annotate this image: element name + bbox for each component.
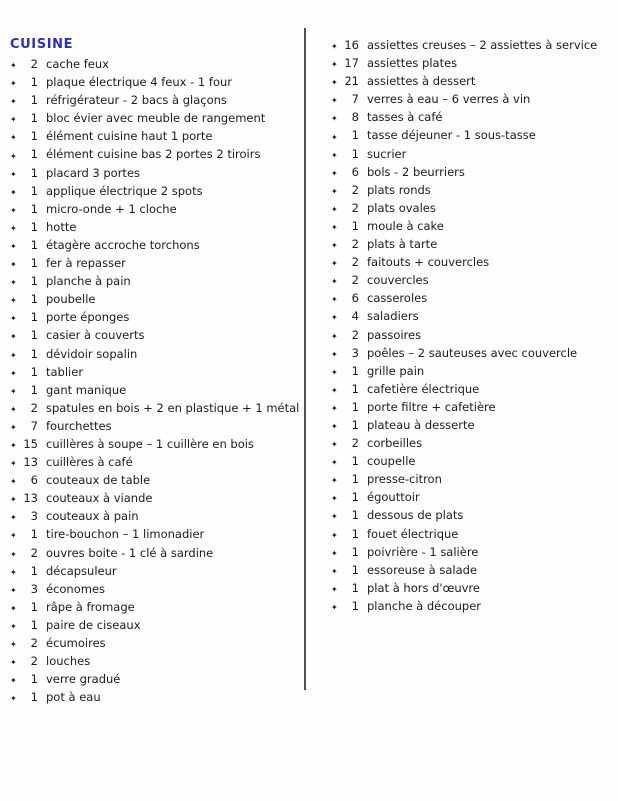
item-label: presse-citron bbox=[367, 472, 442, 487]
item-quantity: 1 bbox=[351, 454, 359, 469]
item-label: ouvres boite - 1 clé à sardine bbox=[46, 545, 214, 560]
list-item bbox=[10, 383, 302, 401]
bullet-icon: ✦ bbox=[10, 531, 17, 541]
list-item bbox=[331, 237, 615, 255]
bullet-icon: ✦ bbox=[331, 295, 338, 305]
bullet-icon: ✦ bbox=[331, 512, 338, 522]
item-label: passoires bbox=[367, 327, 422, 342]
list-item bbox=[10, 618, 302, 636]
item-label: bloc évier avec meuble de rangement bbox=[46, 111, 266, 126]
item-quantity: 2 bbox=[30, 400, 38, 415]
left-column-list bbox=[10, 57, 302, 708]
bullet-icon: ✦ bbox=[331, 150, 338, 160]
item-quantity: 1 bbox=[351, 508, 359, 523]
item-label: essoreuse à salade bbox=[367, 562, 478, 577]
bullet-icon: ✦ bbox=[331, 241, 338, 251]
list-item bbox=[10, 220, 302, 238]
bullet-icon: ✦ bbox=[10, 314, 17, 324]
list-item bbox=[10, 57, 302, 75]
item-label: pot à eau bbox=[46, 690, 101, 705]
item-label: économes bbox=[46, 581, 106, 596]
item-quantity: 3 bbox=[30, 581, 38, 596]
bullet-icon: ✦ bbox=[10, 97, 17, 107]
item-quantity: 1 bbox=[30, 237, 38, 252]
item-quantity: 1 bbox=[30, 274, 38, 289]
item-label: dessous de plats bbox=[367, 508, 464, 523]
list-item bbox=[10, 328, 302, 346]
list-item bbox=[331, 346, 615, 364]
item-label: plats ovales bbox=[367, 200, 436, 215]
item-label: râpe à fromage bbox=[46, 599, 135, 614]
item-quantity: 2 bbox=[30, 545, 38, 560]
item-quantity: 1 bbox=[351, 598, 359, 613]
list-item bbox=[331, 201, 615, 219]
item-quantity: 1 bbox=[30, 527, 38, 542]
list-item bbox=[10, 455, 302, 473]
item-label: saladiers bbox=[367, 309, 419, 324]
list-item bbox=[10, 654, 302, 672]
item-label: fouet électrique bbox=[367, 526, 459, 541]
item-label: casseroles bbox=[367, 291, 428, 306]
item-quantity: 1 bbox=[351, 526, 359, 541]
bullet-icon: ✦ bbox=[331, 60, 338, 70]
item-label: poubelle bbox=[46, 292, 96, 307]
bullet-icon: ✦ bbox=[10, 404, 17, 414]
bullet-icon: ✦ bbox=[10, 79, 17, 89]
bullet-icon: ✦ bbox=[331, 168, 338, 178]
bullet-icon: ✦ bbox=[10, 368, 17, 378]
item-label: faitouts + couvercles bbox=[367, 255, 490, 270]
bullet-icon: ✦ bbox=[10, 151, 17, 161]
item-quantity: 2 bbox=[351, 273, 359, 288]
list-item bbox=[331, 563, 615, 581]
item-quantity: 1 bbox=[351, 363, 359, 378]
item-label: égouttoir bbox=[367, 490, 420, 505]
item-quantity: 1 bbox=[30, 672, 38, 687]
bullet-icon: ✦ bbox=[10, 549, 17, 559]
item-quantity: 15 bbox=[23, 436, 38, 451]
list-item bbox=[331, 490, 615, 508]
bullet-icon: ✦ bbox=[10, 350, 17, 360]
item-label: plats à tarte bbox=[367, 237, 438, 252]
item-quantity: 7 bbox=[30, 418, 38, 433]
item-quantity: 1 bbox=[30, 382, 38, 397]
item-label: élément cuisine bas 2 portes 2 tiroirs bbox=[46, 147, 261, 162]
item-quantity: 6 bbox=[351, 164, 359, 179]
list-item bbox=[10, 437, 302, 455]
bullet-icon: ✦ bbox=[331, 132, 338, 142]
bullet-icon: ✦ bbox=[331, 440, 338, 450]
item-label: réfrigérateur - 2 bacs à glaçons bbox=[46, 93, 227, 108]
bullet-icon: ✦ bbox=[10, 658, 17, 668]
item-quantity: 1 bbox=[30, 617, 38, 632]
list-item bbox=[331, 255, 615, 273]
item-label: planche à pain bbox=[46, 274, 131, 289]
bullet-icon: ✦ bbox=[10, 621, 17, 631]
list-item bbox=[331, 545, 615, 563]
item-label: applique électrique 2 spots bbox=[46, 183, 203, 198]
bullet-icon: ✦ bbox=[331, 422, 338, 432]
bullet-icon: ✦ bbox=[10, 585, 17, 595]
item-quantity: 1 bbox=[30, 563, 38, 578]
page-title: CUISINE bbox=[10, 37, 74, 52]
item-label: assiettes à dessert bbox=[367, 74, 476, 89]
item-quantity: 2 bbox=[351, 255, 359, 270]
item-quantity: 1 bbox=[30, 292, 38, 307]
item-label: poêles – 2 sauteuses avec couvercle bbox=[367, 345, 578, 360]
item-label: tasse déjeuner - 1 sous-tasse bbox=[367, 128, 536, 143]
item-quantity: 17 bbox=[344, 56, 359, 71]
bullet-icon: ✦ bbox=[331, 367, 338, 377]
item-quantity: 16 bbox=[344, 38, 359, 52]
item-label: corbeilles bbox=[367, 436, 423, 451]
bullet-icon: ✦ bbox=[331, 349, 338, 359]
item-label: dévidoir sopalin bbox=[46, 346, 138, 361]
list-item bbox=[10, 419, 302, 437]
item-label: placard 3 portes bbox=[46, 165, 141, 180]
item-quantity: 1 bbox=[351, 490, 359, 505]
item-label: plateau à desserte bbox=[367, 417, 475, 432]
item-quantity: 2 bbox=[30, 57, 38, 71]
list-item bbox=[331, 472, 615, 490]
list-item bbox=[331, 219, 615, 237]
item-label: gant manique bbox=[46, 382, 127, 397]
list-item bbox=[10, 491, 302, 509]
list-item bbox=[10, 564, 302, 582]
bullet-icon: ✦ bbox=[331, 584, 338, 594]
list-item bbox=[10, 473, 302, 491]
bullet-icon: ✦ bbox=[331, 458, 338, 468]
list-item bbox=[10, 582, 302, 600]
bullet-icon: ✦ bbox=[331, 548, 338, 558]
item-quantity: 7 bbox=[351, 92, 359, 107]
list-item bbox=[10, 292, 302, 310]
item-quantity: 6 bbox=[30, 473, 38, 488]
item-quantity: 1 bbox=[30, 93, 38, 108]
item-quantity: 4 bbox=[351, 309, 359, 324]
item-quantity: 1 bbox=[351, 381, 359, 396]
list-item bbox=[331, 328, 615, 346]
bullet-icon: ✦ bbox=[331, 186, 338, 196]
item-quantity: 1 bbox=[351, 472, 359, 487]
list-item bbox=[331, 382, 615, 400]
list-item bbox=[10, 93, 302, 111]
item-label: porte éponges bbox=[46, 310, 130, 325]
list-item bbox=[10, 509, 302, 527]
item-label: plat à hors d'œuvre bbox=[367, 580, 480, 595]
list-item bbox=[10, 690, 302, 708]
bullet-icon: ✦ bbox=[331, 566, 338, 576]
item-quantity: 1 bbox=[30, 111, 38, 126]
item-quantity: 1 bbox=[351, 399, 359, 414]
list-item bbox=[10, 274, 302, 292]
list-item bbox=[331, 56, 615, 74]
item-label: étagère accroche torchons bbox=[46, 237, 200, 252]
item-quantity: 1 bbox=[351, 146, 359, 161]
item-quantity: 1 bbox=[30, 183, 38, 198]
bullet-icon: ✦ bbox=[331, 277, 338, 287]
item-quantity: 1 bbox=[30, 328, 38, 343]
bullet-icon: ✦ bbox=[331, 96, 338, 106]
item-label: écumoires bbox=[46, 636, 106, 650]
list-item bbox=[331, 454, 615, 472]
item-quantity: 1 bbox=[351, 544, 359, 559]
list-item bbox=[331, 581, 615, 599]
item-quantity: 1 bbox=[30, 690, 38, 705]
item-quantity: 1 bbox=[351, 218, 359, 233]
item-label: grille pain bbox=[367, 363, 425, 378]
list-item bbox=[10, 202, 302, 220]
list-item bbox=[10, 111, 302, 129]
bullet-icon: ✦ bbox=[10, 260, 17, 270]
list-item bbox=[10, 365, 302, 383]
list-item bbox=[10, 238, 302, 256]
bullet-icon: ✦ bbox=[331, 530, 338, 540]
list-item bbox=[331, 110, 615, 128]
item-quantity: 1 bbox=[30, 364, 38, 379]
item-quantity: 1 bbox=[30, 75, 38, 90]
bullet-icon: ✦ bbox=[331, 222, 338, 232]
item-quantity: 2 bbox=[30, 636, 38, 650]
list-item bbox=[10, 75, 302, 93]
item-quantity: 21 bbox=[344, 74, 359, 89]
item-quantity: 13 bbox=[23, 455, 38, 470]
bullet-icon: ✦ bbox=[10, 422, 17, 432]
bullet-icon: ✦ bbox=[10, 567, 17, 577]
item-quantity: 1 bbox=[30, 219, 38, 234]
item-label: couteaux à pain bbox=[46, 509, 139, 524]
item-label: couteaux de table bbox=[46, 473, 151, 488]
item-label: cache feux bbox=[46, 57, 109, 71]
item-quantity: 1 bbox=[30, 201, 38, 216]
bullet-icon: ✦ bbox=[10, 169, 17, 179]
bullet-icon: ✦ bbox=[331, 259, 338, 269]
bullet-icon: ✦ bbox=[10, 603, 17, 613]
item-quantity: 2 bbox=[351, 237, 359, 252]
bullet-icon: ✦ bbox=[10, 241, 17, 251]
bullet-icon: ✦ bbox=[10, 459, 17, 469]
item-quantity: 2 bbox=[351, 327, 359, 342]
list-item bbox=[331, 436, 615, 454]
item-label: paire de ciseaux bbox=[46, 617, 141, 632]
bullet-icon: ✦ bbox=[331, 42, 338, 52]
item-quantity: 1 bbox=[30, 256, 38, 271]
bullet-icon: ✦ bbox=[10, 223, 17, 233]
item-label: fourchettes bbox=[46, 418, 112, 433]
item-quantity: 3 bbox=[30, 509, 38, 524]
item-label: micro-onde + 1 cloche bbox=[46, 201, 177, 216]
list-item bbox=[331, 92, 615, 110]
item-label: cuillères à soupe – 1 cuillère en bois bbox=[46, 436, 254, 451]
list-item bbox=[331, 165, 615, 183]
bullet-icon: ✦ bbox=[10, 640, 17, 650]
item-label: sucrier bbox=[367, 146, 407, 161]
list-item bbox=[331, 599, 615, 617]
list-item bbox=[331, 147, 615, 165]
list-item bbox=[10, 672, 302, 690]
bullet-icon: ✦ bbox=[10, 513, 17, 523]
item-label: cuillères à café bbox=[46, 455, 133, 470]
bullet-icon: ✦ bbox=[331, 403, 338, 413]
bullet-icon: ✦ bbox=[331, 602, 338, 612]
item-label: verre gradué bbox=[46, 672, 121, 687]
list-item bbox=[10, 166, 302, 184]
item-label: coupelle bbox=[367, 454, 416, 469]
list-item bbox=[331, 183, 615, 201]
item-label: moule à cake bbox=[367, 218, 444, 233]
bullet-icon: ✦ bbox=[10, 694, 17, 704]
bullet-icon: ✦ bbox=[10, 61, 17, 71]
list-item bbox=[10, 600, 302, 618]
item-label: tasses à café bbox=[367, 110, 443, 125]
bullet-icon: ✦ bbox=[10, 477, 17, 487]
bullet-icon: ✦ bbox=[10, 296, 17, 306]
item-quantity: 13 bbox=[23, 491, 38, 506]
item-label: poivrière - 1 salière bbox=[367, 544, 479, 559]
item-label: assiettes creuses – 2 assiettes à service bbox=[367, 38, 598, 52]
item-label: verres à eau – 6 verres à vin bbox=[367, 92, 531, 107]
item-quantity: 2 bbox=[351, 200, 359, 215]
column-divider bbox=[304, 28, 306, 690]
list-item bbox=[331, 527, 615, 545]
item-quantity: 1 bbox=[351, 128, 359, 143]
item-label: hotte bbox=[46, 219, 77, 234]
list-item bbox=[331, 74, 615, 92]
item-label: cafetière électrique bbox=[367, 381, 480, 396]
list-item bbox=[10, 129, 302, 147]
bullet-icon: ✦ bbox=[331, 204, 338, 214]
item-label: tablier bbox=[46, 364, 84, 379]
bullet-icon: ✦ bbox=[331, 385, 338, 395]
item-label: spatules en bois + 2 en plastique + 1 métal bbox=[46, 400, 300, 415]
list-item bbox=[331, 508, 615, 526]
item-label: planche à découper bbox=[367, 598, 482, 613]
list-item bbox=[331, 418, 615, 436]
item-quantity: 1 bbox=[30, 129, 38, 144]
item-quantity: 2 bbox=[351, 436, 359, 451]
list-item bbox=[10, 310, 302, 328]
bullet-icon: ✦ bbox=[331, 331, 338, 341]
list-item bbox=[331, 364, 615, 382]
item-quantity: 1 bbox=[30, 599, 38, 614]
bullet-icon: ✦ bbox=[331, 494, 338, 504]
list-item bbox=[331, 400, 615, 418]
list-item bbox=[10, 546, 302, 564]
item-label: assiettes plates bbox=[367, 56, 458, 71]
item-label: tire-bouchon – 1 limonadier bbox=[46, 527, 205, 542]
bullet-icon: ✦ bbox=[10, 205, 17, 215]
item-label: fer à repasser bbox=[46, 256, 126, 271]
item-label: couteaux à viande bbox=[46, 491, 153, 506]
item-quantity: 1 bbox=[30, 147, 38, 162]
item-label: couvercles bbox=[367, 273, 429, 288]
item-label: élément cuisine haut 1 porte bbox=[46, 129, 213, 144]
bullet-icon: ✦ bbox=[10, 187, 17, 197]
list-item bbox=[331, 273, 615, 291]
list-item bbox=[331, 291, 615, 309]
bullet-icon: ✦ bbox=[10, 115, 17, 125]
item-quantity: 1 bbox=[351, 562, 359, 577]
bullet-icon: ✦ bbox=[10, 495, 17, 505]
list-item bbox=[10, 256, 302, 274]
bullet-icon: ✦ bbox=[10, 676, 17, 686]
bullet-icon: ✦ bbox=[10, 386, 17, 396]
bullet-icon: ✦ bbox=[331, 476, 338, 486]
list-item bbox=[10, 147, 302, 165]
item-quantity: 1 bbox=[351, 580, 359, 595]
item-quantity: 1 bbox=[30, 310, 38, 325]
item-quantity: 6 bbox=[351, 291, 359, 306]
item-label: décapsuleur bbox=[46, 563, 117, 578]
item-quantity: 2 bbox=[30, 654, 38, 669]
bullet-icon: ✦ bbox=[10, 332, 17, 342]
item-quantity: 8 bbox=[351, 110, 359, 125]
item-quantity: 3 bbox=[351, 345, 359, 360]
list-item bbox=[10, 527, 302, 545]
bullet-icon: ✦ bbox=[331, 313, 338, 323]
bullet-icon: ✦ bbox=[10, 441, 17, 451]
item-label: casier à couverts bbox=[46, 328, 145, 343]
list-item bbox=[331, 309, 615, 327]
bullet-icon: ✦ bbox=[331, 114, 338, 124]
item-label: plats ronds bbox=[367, 182, 431, 197]
list-item bbox=[10, 184, 302, 202]
item-quantity: 1 bbox=[30, 165, 38, 180]
item-quantity: 1 bbox=[30, 346, 38, 361]
bullet-icon: ✦ bbox=[331, 78, 338, 88]
item-label: plaque électrique 4 feux - 1 four bbox=[46, 75, 233, 90]
bullet-icon: ✦ bbox=[10, 133, 17, 143]
item-quantity: 1 bbox=[351, 417, 359, 432]
item-quantity: 2 bbox=[351, 182, 359, 197]
item-label: bols - 2 beurriers bbox=[367, 164, 465, 179]
right-column-list bbox=[331, 38, 615, 617]
bullet-icon: ✦ bbox=[10, 278, 17, 288]
list-item bbox=[331, 128, 615, 146]
list-item bbox=[10, 401, 302, 419]
list-item bbox=[10, 347, 302, 365]
list-item bbox=[10, 636, 302, 654]
item-label: louches bbox=[46, 654, 91, 669]
list-item bbox=[331, 38, 615, 56]
item-label: porte filtre + cafetière bbox=[367, 399, 496, 414]
